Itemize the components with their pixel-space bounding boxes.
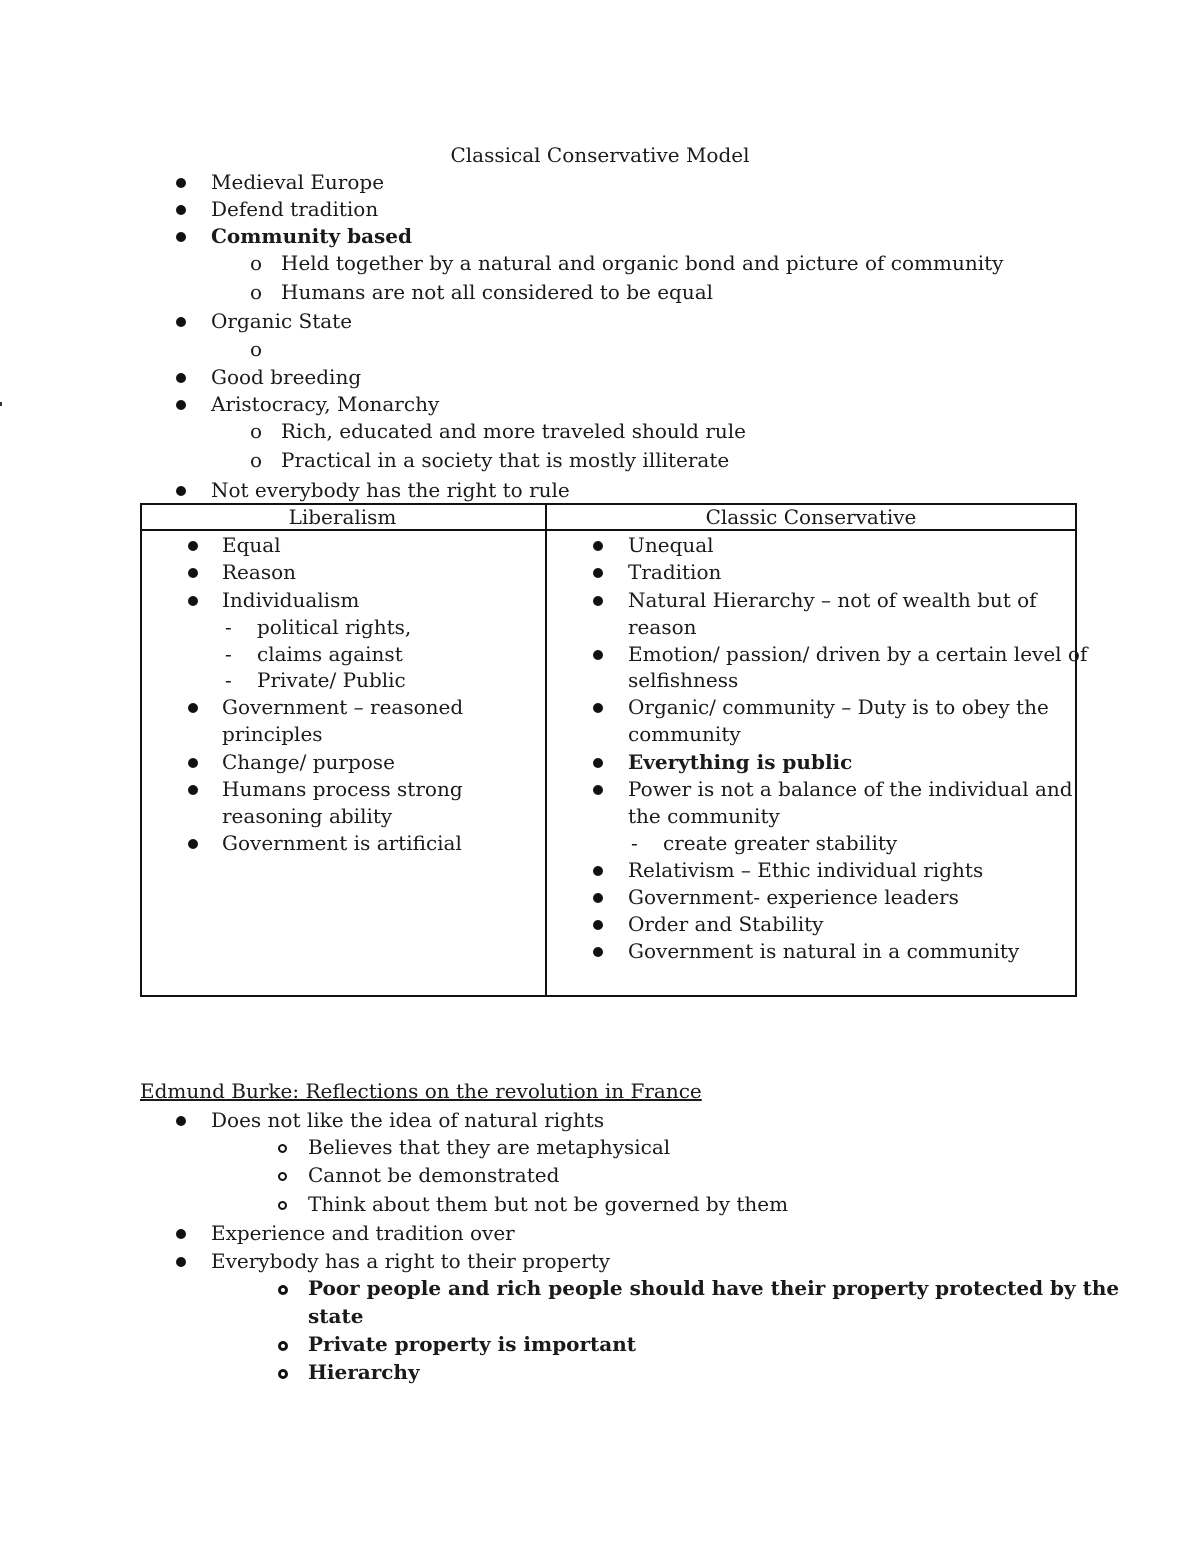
- bullet-icon: [188, 839, 198, 849]
- circle-bullet-icon: [278, 1285, 288, 1295]
- bullet-icon: [188, 785, 198, 795]
- dash-marker: -: [631, 831, 638, 855]
- burke-subitem: Believes that they are metaphysical: [308, 1135, 671, 1159]
- bullet-icon: [176, 317, 186, 327]
- bullet-icon: [176, 486, 186, 496]
- table-column-divider: [545, 503, 547, 997]
- bullet-icon: [188, 541, 198, 551]
- burke-subitem: Hierarchy: [308, 1360, 420, 1384]
- outline-subitem: Humans are not all considered to be equal: [281, 280, 714, 304]
- table-cell-item: Change/ purpose: [222, 750, 395, 774]
- table-cell-item: Government – reasoned: [222, 695, 464, 719]
- outline-item: Community based: [211, 224, 412, 248]
- table-cell-item: Humans process strong: [222, 777, 463, 801]
- table-cell-item-cont: reasoning ability: [222, 804, 393, 828]
- outline-subitem: Rich, educated and more traveled should rule: [281, 419, 746, 443]
- table-cell-item: Natural Hierarchy – not of wealth but of: [628, 588, 1037, 612]
- table-cell-item: Unequal: [628, 533, 714, 557]
- outline-item: Not everybody has the right to rule: [211, 478, 570, 502]
- bullet-icon: [593, 920, 603, 930]
- burke-item: Everybody has a right to their property: [211, 1249, 611, 1273]
- bullet-icon: [593, 758, 603, 768]
- bullet-icon: [593, 596, 603, 606]
- dash-marker: -: [225, 668, 232, 692]
- section-heading: Edmund Burke: Reflections on the revolution in France: [140, 1079, 702, 1103]
- outline-subitem: Practical in a society that is mostly illiterate: [281, 448, 730, 472]
- bullet-icon: [176, 400, 186, 410]
- margin-mark: [0, 402, 2, 406]
- table-cell-subitem: political rights,: [257, 615, 412, 639]
- table-cell-item: Government is natural in a community: [628, 939, 1020, 963]
- bullet-icon: [176, 205, 186, 215]
- bullet-icon: [593, 650, 603, 660]
- table-cell-item: Individualism: [222, 588, 360, 612]
- bullet-icon: [593, 541, 603, 551]
- table-header-liberalism: Liberalism: [288, 505, 397, 529]
- burke-subitem: Cannot be demonstrated: [308, 1163, 560, 1187]
- circle-bullet-icon: [278, 1341, 288, 1351]
- sub-bullet-icon: o: [250, 419, 263, 443]
- circle-bullet-icon: [278, 1369, 288, 1379]
- table-cell-item: Tradition: [628, 560, 722, 584]
- table-cell-item: Government- experience leaders: [628, 885, 959, 909]
- bullet-icon: [188, 758, 198, 768]
- dash-marker: -: [225, 615, 232, 639]
- table-cell-item-cont: principles: [222, 722, 323, 746]
- sub-bullet-icon: o: [250, 280, 263, 304]
- bullet-icon: [188, 703, 198, 713]
- bullet-icon: [176, 178, 186, 188]
- outline-item: Good breeding: [211, 365, 362, 389]
- table-cell-item: Order and Stability: [628, 912, 824, 936]
- bullet-icon: [593, 785, 603, 795]
- outline-item: Medieval Europe: [211, 170, 385, 194]
- burke-subitem-cont: state: [308, 1304, 364, 1328]
- dash-marker: -: [225, 642, 232, 666]
- outline-item: Organic State: [211, 309, 353, 333]
- table-cell-item-cont: reason: [628, 615, 697, 639]
- bullet-icon: [593, 703, 603, 713]
- page-title: Classical Conservative Model: [450, 143, 750, 167]
- table-header-conservative: Classic Conservative: [705, 505, 917, 529]
- table-cell-item: Emotion/ passion/ driven by a certain level of: [628, 642, 1088, 666]
- burke-item: Experience and tradition over: [211, 1221, 515, 1245]
- bullet-icon: [176, 373, 186, 383]
- sub-bullet-icon: o: [250, 251, 263, 275]
- table-cell-item: Government is artificial: [222, 831, 462, 855]
- bullet-icon: [593, 568, 603, 578]
- burke-subitem: Private property is important: [308, 1332, 637, 1356]
- table-cell-item-cont: selfishness: [628, 668, 739, 692]
- table-cell-item: Equal: [222, 533, 281, 557]
- bullet-icon: [176, 1116, 186, 1126]
- circle-bullet-icon: [278, 1144, 287, 1153]
- table-cell-item-cont: the community: [628, 804, 780, 828]
- outline-subitem: Held together by a natural and organic bond and picture of community: [281, 251, 1004, 275]
- table-cell-item: Power is not a balance of the individual and: [628, 777, 1073, 801]
- bullet-icon: [593, 893, 603, 903]
- circle-bullet-icon: [278, 1172, 287, 1181]
- table-cell-item: Organic/ community – Duty is to obey the: [628, 695, 1049, 719]
- burke-subitem: Poor people and rich people should have their property protected by the: [308, 1276, 1120, 1300]
- bullet-icon: [176, 232, 186, 242]
- table-cell-subitem: claims against: [257, 642, 403, 666]
- table-cell-subitem: Private/ Public: [257, 668, 406, 692]
- bullet-icon: [593, 947, 603, 957]
- table-cell-item: Everything is public: [628, 750, 853, 774]
- bullet-icon: [593, 866, 603, 876]
- outline-item: Aristocracy, Monarchy: [211, 392, 440, 416]
- bullet-icon: [188, 568, 198, 578]
- outline-item: Defend tradition: [211, 197, 379, 221]
- bullet-icon: [176, 1257, 186, 1267]
- circle-bullet-icon: [278, 1201, 287, 1210]
- table-cell-item-cont: community: [628, 722, 741, 746]
- sub-bullet-icon: o: [250, 337, 263, 361]
- sub-bullet-icon: o: [250, 448, 263, 472]
- table-cell-item: Reason: [222, 560, 297, 584]
- table-cell-item: Relativism – Ethic individual rights: [628, 858, 984, 882]
- bullet-icon: [188, 596, 198, 606]
- table-cell-subitem: create greater stability: [663, 831, 898, 855]
- burke-subitem: Think about them but not be governed by them: [308, 1192, 789, 1216]
- burke-item: Does not like the idea of natural rights: [211, 1108, 605, 1132]
- bullet-icon: [176, 1229, 186, 1239]
